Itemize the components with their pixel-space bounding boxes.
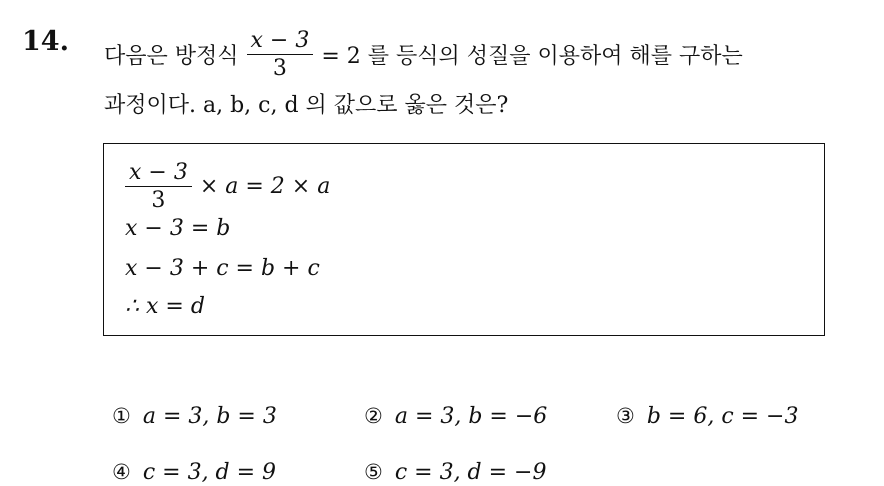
- step-1-numerator: x − 3: [125, 160, 192, 187]
- process-step-3: x − 3 + c = b + c: [125, 256, 320, 281]
- choice-2-marker: ②: [364, 404, 383, 428]
- question-number: 14.: [22, 26, 69, 57]
- question-line-1: [104, 28, 743, 82]
- question-line-2: 과정이다. a, b, c, d 의 값으로 옳은 것은?: [104, 93, 509, 118]
- fraction-denominator: 3: [272, 56, 287, 82]
- choice-4-marker: ④: [112, 460, 131, 484]
- choice-3-marker: ③: [616, 404, 635, 428]
- choice-5-text: c = 3, d = −9: [394, 460, 547, 485]
- choice-2-text: a = 3, b = −6: [394, 404, 548, 429]
- choice-4[interactable]: [112, 460, 276, 485]
- solution-process-box: [103, 143, 825, 336]
- choice-4-text: c = 3, d = 9: [142, 460, 277, 485]
- process-step-2: x − 3 = b: [125, 216, 231, 241]
- choice-5-marker: ⑤: [364, 460, 383, 484]
- choice-1[interactable]: [112, 404, 277, 429]
- step-1-rest: × a = 2 × a: [199, 174, 331, 200]
- choice-3-text: b = 6, c = −3: [646, 404, 799, 429]
- choice-5[interactable]: [364, 460, 547, 485]
- equation-fraction: [247, 28, 314, 82]
- question-prefix: 다음은 방정식: [104, 44, 239, 70]
- process-step-1: [125, 160, 330, 214]
- choice-1-text: a = 3, b = 3: [142, 404, 277, 429]
- question-suffix: = 2 를 등식의 성질을 이용하여 해를 구하는: [321, 44, 743, 70]
- step-1-denominator: 3: [151, 188, 166, 214]
- choice-2[interactable]: [364, 404, 547, 429]
- process-step-4: ∴ x = d: [125, 294, 205, 319]
- choice-1-marker: ①: [112, 404, 131, 428]
- fraction-numerator: x − 3: [247, 28, 314, 55]
- step-1-fraction: [125, 160, 192, 214]
- choice-3[interactable]: [616, 404, 799, 429]
